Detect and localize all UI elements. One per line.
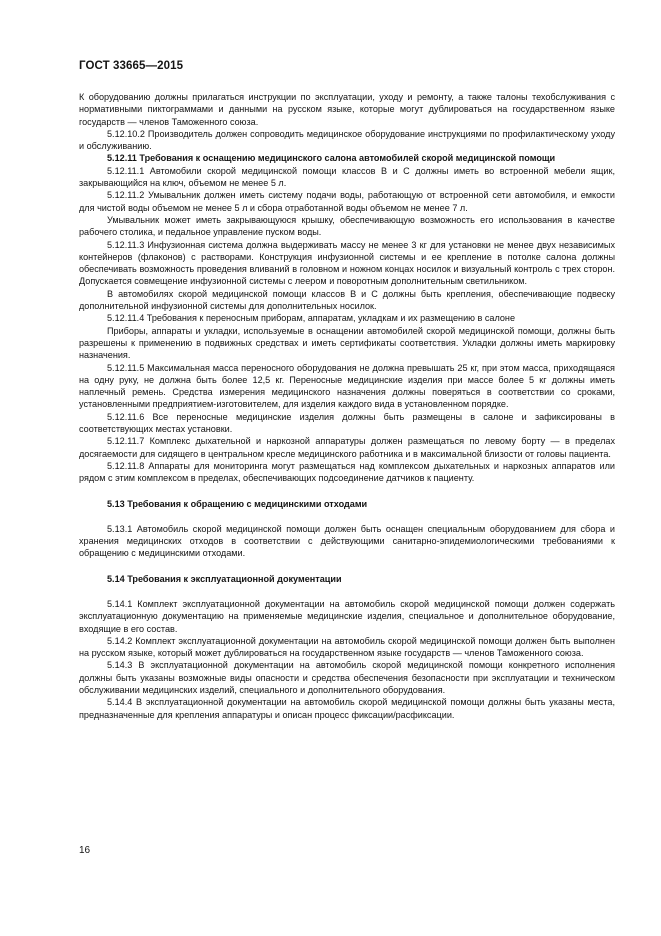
paragraph: 5.12.11.8 Аппараты для мониторинга могут размещаться над комплексом дыхательных и наркозных аппаратов или рядом с этим комплексом в пределах, обеспечивающих подсоединение датчиков к пациенту.	[79, 460, 615, 484]
paragraph: 5.12.11.4 Требования к переносным приборам, аппаратам, укладкам и их размещению в салоне	[107, 313, 516, 324]
paragraph: 5.12.11.7 Комплекс дыхательной и наркозной аппаратуры должен размещаться по левому борту — в пределах досягаемости для сидящего в центральном кресле медицинского работника и в максимальной близости от головы пациента.	[79, 436, 615, 459]
paragraph: 5.12.11.3 Инфузионная система должна выдерживать массу не менее 3 кг для установки не менее двух независимых контейнеров (флаконов) с растворами. Конструкция инфузионной системы и ее крепление в потолке салона должны обеспечивать возможность проведения вливаний в головном и ножном концах носилок и визуальный контроль с трех сторон. Допускается совмещение инфузионной системы с леером и поворотным дополнительным светильником.	[79, 239, 615, 287]
document-header: ГОСТ 33665—2015	[79, 60, 184, 72]
paragraph: К оборудованию должны прилагаться инструкции по эксплуатации, уходу и ремонту, а также талоны техобслуживания с нормативными пиктограммами и данными на русском языке, которые могут дублироваться на государственном языке государств — членов Таможенного союза.	[79, 92, 615, 127]
paragraph: 5.12.11.2 Умывальник должен иметь систему подачи воды, работающую от встроенной сети автомобиля, и емкости для чистой воды объемом не менее 5 л и сбора отработанной воды объемом не менее 7 л.	[79, 190, 615, 213]
paragraph: 5.14.2 Комплект эксплуатационной документации на автомобиль скорой медицинской помощи должен быть выполнен на русском языке, который может дублироваться на государственном языке государств — членов Таможенного союза.	[79, 635, 615, 659]
section-heading-5-13: 5.13 Требования к обращению с медицинскими отходами	[107, 498, 368, 509]
paragraph: 5.12.11.6 Все переносные медицинские изделия должны быть размещены в салоне и зафиксированы в соответствующих местах установки.	[79, 411, 615, 435]
page-number: 16	[79, 845, 91, 856]
paragraph: 5.14.1 Комплект эксплуатационной документации на автомобиль скорой медицинской помощи должен содержать эксплуатационную документацию на применяемые медицинские изделия, специальное и дополнительное оборудование, входящие в его состав.	[79, 598, 615, 634]
paragraph: 5.13.1 Автомобиль скорой медицинской помощи должен быть оснащен специальным оборудованием для сбора и хранения медицинских отходов в соответствии с действующими санитарно-эпидемиологическими требованиями к обращению с медицинскими отходами.	[79, 523, 615, 559]
paragraph: 5.14.4 В эксплуатационной документации на автомобиль скорой медицинской помощи должны быть указаны места, предназначенные для крепления аппаратуры и описан процесс фиксации/расфиксации.	[79, 697, 615, 720]
paragraph: 5.12.10.2 Производитель должен сопроводить медицинское оборудование инструкциями по профилактическому уходу и обслуживанию.	[79, 128, 615, 152]
subsection-heading: 5.12.11 Требования к оснащению медицинского салона автомобилей скорой медицинской помощи	[107, 153, 556, 164]
paragraph: В автомобилях скорой медицинской помощи классов В и С должны быть крепления, обеспечивающие подвеску дополнительной инфузионной системы для дополнительных носилок.	[79, 288, 615, 312]
paragraph: Приборы, аппараты и укладки, используемые в оснащении автомобилей скорой медицинской помощи, должны быть разрешены к применению в подвижных средствах и иметь сертификаты соответствия. Укладки должны иметь маркировку назначения.	[79, 325, 615, 361]
document-body	[79, 91, 615, 721]
paragraph: Умывальник может иметь закрывающуюся крышку, обеспечивающую возможность его использования в качестве рабочего столика, и педальное управление пуском воды.	[79, 214, 615, 238]
paragraph: 5.12.11.5 Максимальная масса переносного оборудования не должна превышать 25 кг, при этом масса, приходящаяся на одну руку, не должна быть более 12,5 кг. Переносные медицинские изделия при массе более 5 кг должны иметь наплечный ремень. Средства измерения медицинского назначения должны поверяться в соответствии со сроками, установленными предприятием-изготовителем, для изделия каждого вида в установленном порядке.	[79, 362, 615, 410]
section-heading-5-14: 5.14 Требования к эксплуатационной документации	[107, 573, 342, 584]
paragraph: 5.12.11.1 Автомобили скорой медицинской помощи классов В и С должны иметь во встроенной мебели ящик, закрывающийся на ключ, объемом не менее 5 л.	[79, 165, 615, 189]
paragraph: 5.14.3 В эксплуатационной документации на автомобиль скорой медицинской помощи конкретного исполнения должны быть указаны возможные виды опасности и средства обеспечения безопасности при эксплуатации и техническом обслуживании медицинских изделий, специального и дополнительного оборудования.	[79, 660, 615, 696]
